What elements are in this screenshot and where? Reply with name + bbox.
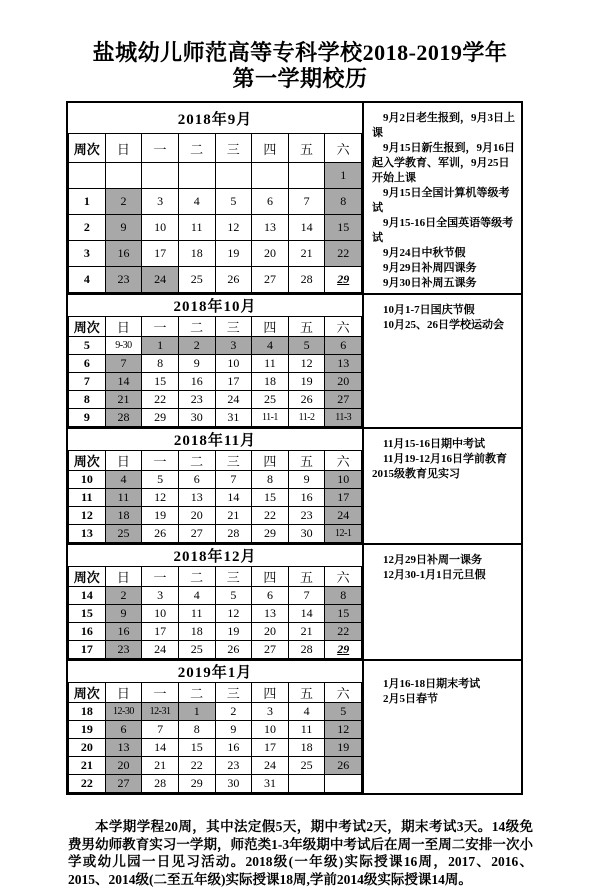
month-notes <box>362 661 521 793</box>
day-cell: 25 <box>105 525 142 543</box>
day-cell: 22 <box>325 623 362 641</box>
weeknum-header: 周次 <box>69 683 106 703</box>
weekday-header: 三 <box>215 317 252 337</box>
day-cell: 12-30 <box>105 703 142 721</box>
week-number-cell: 4 <box>69 267 106 293</box>
day-cell: 7 <box>288 189 325 215</box>
day-cell: 21 <box>288 241 325 267</box>
day-cell: 23 <box>178 391 215 409</box>
day-cell: 29 <box>178 775 215 793</box>
day-cell: 21 <box>215 507 252 525</box>
day-cell: 24 <box>142 641 179 659</box>
weekday-header: 日 <box>105 451 142 471</box>
day-cell: 25 <box>178 267 215 293</box>
page-title-line2: 第一学期校历 <box>232 66 368 91</box>
weeknum-header: 周次 <box>69 134 106 163</box>
weekday-header: 日 <box>105 683 142 703</box>
day-cell: 18 <box>178 241 215 267</box>
weekday-header: 一 <box>142 683 179 703</box>
weekday-header: 一 <box>142 134 179 163</box>
day-cell: 22 <box>325 241 362 267</box>
day-cell: 13 <box>325 355 362 373</box>
day-cell: 9 <box>178 355 215 373</box>
note-line: 9月30日补周五课务 <box>383 277 477 289</box>
day-cell: 20 <box>178 507 215 525</box>
day-cell: 11-3 <box>325 409 362 427</box>
day-cell: 24 <box>325 507 362 525</box>
day-cell: 8 <box>325 587 362 605</box>
note-line: 12月30-1月1日元旦假 <box>383 569 486 581</box>
day-cell: 12 <box>142 489 179 507</box>
week-number-cell: 18 <box>69 703 106 721</box>
month-title: 2018年10月 <box>69 295 362 317</box>
day-cell: 24 <box>142 267 179 293</box>
day-cell: 28 <box>215 525 252 543</box>
weekday-header: 五 <box>288 451 325 471</box>
page-title-line1: 盐城幼儿师范高等专科学校2018-2019学年 <box>92 40 508 65</box>
weekday-header: 五 <box>288 317 325 337</box>
day-cell: 17 <box>142 623 179 641</box>
day-cell: 7 <box>288 587 325 605</box>
day-cell: 7 <box>105 355 142 373</box>
day-cell: 6 <box>252 587 289 605</box>
day-cell: 4 <box>178 587 215 605</box>
day-cell: 17 <box>325 489 362 507</box>
day-cell: 3 <box>142 587 179 605</box>
day-cell: 6 <box>252 189 289 215</box>
weekday-header: 四 <box>252 317 289 337</box>
day-cell: 22 <box>178 757 215 775</box>
day-cell: 6 <box>178 471 215 489</box>
weekday-header: 日 <box>105 567 142 587</box>
day-cell: 26 <box>325 757 362 775</box>
note-line: 9月24日中秋节假 <box>383 247 466 259</box>
day-cell: 23 <box>105 641 142 659</box>
day-cell: 5 <box>142 471 179 489</box>
day-cell: 12 <box>325 721 362 739</box>
week-number-cell: 8 <box>69 391 106 409</box>
day-cell: 26 <box>288 391 325 409</box>
month-title: 2018年11月 <box>69 429 362 451</box>
note-line: 9月15日全国计算机等级考试 <box>372 187 510 214</box>
month-section-4 <box>68 545 521 661</box>
day-cell <box>215 163 252 189</box>
month-title: 2019年1月 <box>69 661 362 683</box>
day-cell: 7 <box>142 721 179 739</box>
day-cell: 4 <box>105 471 142 489</box>
weeknum-header: 周次 <box>69 451 106 471</box>
day-cell: 23 <box>105 267 142 293</box>
weekday-header: 三 <box>215 134 252 163</box>
page-title <box>30 40 570 92</box>
day-cell: 26 <box>215 267 252 293</box>
day-cell: 9 <box>105 605 142 623</box>
day-cell: 19 <box>142 507 179 525</box>
day-cell: 27 <box>325 391 362 409</box>
month-title: 2018年9月 <box>69 103 362 134</box>
note-line: 9月29日补周四课务 <box>383 262 477 274</box>
day-cell: 11 <box>252 355 289 373</box>
day-cell: 31 <box>252 775 289 793</box>
week-number-cell: 13 <box>69 525 106 543</box>
day-cell: 4 <box>252 337 289 355</box>
calendar-table <box>66 101 523 795</box>
day-cell: 18 <box>105 507 142 525</box>
week-number-cell: 20 <box>69 739 106 757</box>
day-cell: 26 <box>215 641 252 659</box>
day-cell: 14 <box>288 215 325 241</box>
month-grid <box>68 295 362 427</box>
week-number-cell: 14 <box>69 587 106 605</box>
weekday-header: 五 <box>288 567 325 587</box>
week-number-cell <box>69 163 106 189</box>
month-grid <box>68 545 362 659</box>
day-cell: 1 <box>178 703 215 721</box>
day-cell: 11-2 <box>288 409 325 427</box>
day-cell: 27 <box>252 641 289 659</box>
weekday-header: 四 <box>252 567 289 587</box>
weekday-header: 六 <box>325 683 362 703</box>
day-cell: 14 <box>288 605 325 623</box>
note-line: 12月29日补周一课务 <box>383 554 482 566</box>
day-cell: 15 <box>252 489 289 507</box>
day-cell <box>288 163 325 189</box>
weekday-header: 一 <box>142 451 179 471</box>
day-cell: 20 <box>105 757 142 775</box>
month-grid <box>68 661 362 793</box>
note-line: 1月16-18日期末考试 <box>383 678 481 690</box>
weekday-header: 二 <box>178 567 215 587</box>
day-cell: 27 <box>178 525 215 543</box>
day-cell: 16 <box>105 241 142 267</box>
day-cell: 17 <box>252 739 289 757</box>
day-cell: 5 <box>325 703 362 721</box>
note-line: 11月19-12月16日学前教育2015级教育见实习 <box>372 453 508 480</box>
week-number-cell: 1 <box>69 189 106 215</box>
day-cell: 21 <box>142 757 179 775</box>
day-cell <box>288 775 325 793</box>
month-grid <box>68 429 362 543</box>
weekday-header: 二 <box>178 134 215 163</box>
day-cell: 16 <box>215 739 252 757</box>
day-cell: 28 <box>105 409 142 427</box>
day-cell: 8 <box>252 471 289 489</box>
weekday-header: 一 <box>142 567 179 587</box>
day-cell: 25 <box>252 391 289 409</box>
month-notes <box>362 429 521 543</box>
week-number-cell: 5 <box>69 337 106 355</box>
day-cell: 2 <box>178 337 215 355</box>
day-cell: 5 <box>288 337 325 355</box>
day-cell: 6 <box>325 337 362 355</box>
note-line: 10月25、26日学校运动会 <box>383 319 504 331</box>
weekday-header: 五 <box>288 134 325 163</box>
day-cell: 20 <box>325 373 362 391</box>
day-cell: 13 <box>178 489 215 507</box>
day-cell: 3 <box>252 703 289 721</box>
day-cell: 11 <box>105 489 142 507</box>
month-title: 2018年12月 <box>69 545 362 567</box>
day-cell: 21 <box>288 623 325 641</box>
day-cell: 1 <box>142 337 179 355</box>
weekday-header: 二 <box>178 317 215 337</box>
note-line: 2月5日春节 <box>383 693 438 705</box>
day-cell: 13 <box>252 605 289 623</box>
day-cell: 18 <box>252 373 289 391</box>
weekday-header: 二 <box>178 451 215 471</box>
day-cell: 14 <box>215 489 252 507</box>
day-cell: 18 <box>288 739 325 757</box>
weekday-header: 六 <box>325 451 362 471</box>
day-cell <box>325 775 362 793</box>
month-section-2 <box>68 295 521 429</box>
day-cell: 19 <box>288 373 325 391</box>
footer-paragraph: 本学期学程20周，其中法定假5天，期中考试2天，期末考试3天。14级免费男幼师教育实习一学期，师范类1-3年级期中考试后在周一至周二安排一次小学或幼儿园一日见习活动。2018级(一年级)实际授课16周，2017、2016、2015、2014级(二至五年级)实际授课18周,学前2014级实际授课14周。 <box>68 819 533 887</box>
day-cell: 18 <box>178 623 215 641</box>
day-cell: 8 <box>142 355 179 373</box>
day-cell: 22 <box>252 507 289 525</box>
day-cell: 13 <box>252 215 289 241</box>
note-line: 9月15-16日全国英语等级考试 <box>372 217 514 244</box>
weekday-header: 日 <box>105 317 142 337</box>
day-cell: 30 <box>215 775 252 793</box>
day-cell: 19 <box>325 739 362 757</box>
week-number-cell: 2 <box>69 215 106 241</box>
day-cell: 15 <box>325 605 362 623</box>
day-cell: 25 <box>288 757 325 775</box>
day-cell: 9 <box>288 471 325 489</box>
week-number-cell: 22 <box>69 775 106 793</box>
day-cell: 5 <box>215 587 252 605</box>
week-number-cell: 9 <box>69 409 106 427</box>
day-cell: 24 <box>252 757 289 775</box>
weekday-header: 三 <box>215 451 252 471</box>
day-cell <box>105 163 142 189</box>
day-cell: 4 <box>288 703 325 721</box>
weekday-header: 日 <box>105 134 142 163</box>
day-cell: 9 <box>215 721 252 739</box>
day-cell: 6 <box>105 721 142 739</box>
week-number-cell: 6 <box>69 355 106 373</box>
day-cell: 17 <box>215 373 252 391</box>
day-cell: 31 <box>215 409 252 427</box>
week-number-cell: 19 <box>69 721 106 739</box>
note-line: 9月2日老生报到，9月3日上课 <box>372 112 515 139</box>
day-cell: 10 <box>252 721 289 739</box>
day-cell: 11-1 <box>252 409 289 427</box>
month-section-5 <box>68 661 521 793</box>
day-cell: 3 <box>215 337 252 355</box>
note-line: 9月15日新生报到，9月16日起入学教育、军训，9月25日开始上课 <box>372 142 515 184</box>
weeknum-header: 周次 <box>69 567 106 587</box>
day-cell: 28 <box>288 267 325 293</box>
day-cell: 11 <box>178 215 215 241</box>
day-cell: 16 <box>105 623 142 641</box>
weekday-header: 三 <box>215 567 252 587</box>
day-cell: 2 <box>105 189 142 215</box>
day-cell: 15 <box>142 373 179 391</box>
weekday-header: 五 <box>288 683 325 703</box>
day-cell: 20 <box>252 241 289 267</box>
day-cell: 9 <box>105 215 142 241</box>
weekday-header: 三 <box>215 683 252 703</box>
month-notes <box>362 545 521 659</box>
month-section-1 <box>68 103 521 295</box>
day-cell: 30 <box>178 409 215 427</box>
day-cell: 4 <box>178 189 215 215</box>
day-cell: 12 <box>288 355 325 373</box>
day-cell: 12-1 <box>325 525 362 543</box>
day-cell: 11 <box>178 605 215 623</box>
day-cell: 7 <box>215 471 252 489</box>
day-cell: 3 <box>142 189 179 215</box>
day-cell: 8 <box>325 189 362 215</box>
weekday-header: 二 <box>178 683 215 703</box>
day-cell: 2 <box>215 703 252 721</box>
note-line: 11月15-16日期中考试 <box>383 438 486 450</box>
day-cell: 19 <box>215 241 252 267</box>
weekday-header: 四 <box>252 683 289 703</box>
weekday-header: 四 <box>252 451 289 471</box>
day-cell: 9-30 <box>105 337 142 355</box>
day-cell: 8 <box>178 721 215 739</box>
day-cell: 10 <box>142 215 179 241</box>
day-cell: 13 <box>105 739 142 757</box>
week-number-cell: 16 <box>69 623 106 641</box>
week-number-cell: 15 <box>69 605 106 623</box>
week-number-cell: 12 <box>69 507 106 525</box>
month-notes <box>362 295 521 427</box>
day-cell: 16 <box>288 489 325 507</box>
day-cell: 10 <box>325 471 362 489</box>
day-cell <box>142 163 179 189</box>
week-number-cell: 10 <box>69 471 106 489</box>
day-cell: 2 <box>105 587 142 605</box>
day-cell: 5 <box>215 189 252 215</box>
weekday-header: 六 <box>325 317 362 337</box>
weeknum-header: 周次 <box>69 317 106 337</box>
month-section-3 <box>68 429 521 545</box>
weekday-header: 一 <box>142 317 179 337</box>
day-cell: 20 <box>252 623 289 641</box>
day-cell: 12 <box>215 605 252 623</box>
day-cell: 28 <box>142 775 179 793</box>
week-number-cell: 21 <box>69 757 106 775</box>
week-number-cell: 17 <box>69 641 106 659</box>
day-cell: 30 <box>288 525 325 543</box>
day-cell: 25 <box>178 641 215 659</box>
day-cell: 14 <box>105 373 142 391</box>
month-notes <box>362 103 521 293</box>
school-calendar-document <box>0 40 600 887</box>
day-cell: 15 <box>178 739 215 757</box>
day-cell: 21 <box>105 391 142 409</box>
day-cell: 12 <box>215 215 252 241</box>
day-cell: 16 <box>178 373 215 391</box>
day-cell: 29 <box>252 525 289 543</box>
day-cell: 1 <box>325 163 362 189</box>
day-cell <box>178 163 215 189</box>
day-cell: 29 <box>325 641 362 659</box>
weekday-header: 六 <box>325 134 362 163</box>
day-cell: 14 <box>142 739 179 757</box>
day-cell: 19 <box>215 623 252 641</box>
day-cell: 27 <box>252 267 289 293</box>
day-cell: 27 <box>105 775 142 793</box>
day-cell: 12-31 <box>142 703 179 721</box>
day-cell: 28 <box>288 641 325 659</box>
day-cell: 10 <box>142 605 179 623</box>
day-cell <box>252 163 289 189</box>
weekday-header: 六 <box>325 567 362 587</box>
day-cell: 15 <box>325 215 362 241</box>
day-cell: 26 <box>142 525 179 543</box>
day-cell: 22 <box>142 391 179 409</box>
day-cell: 29 <box>142 409 179 427</box>
week-number-cell: 11 <box>69 489 106 507</box>
day-cell: 17 <box>142 241 179 267</box>
weekday-header: 四 <box>252 134 289 163</box>
day-cell: 29 <box>325 267 362 293</box>
day-cell: 11 <box>288 721 325 739</box>
day-cell: 10 <box>215 355 252 373</box>
note-line: 10月1-7日国庆节假 <box>383 304 475 316</box>
day-cell: 23 <box>215 757 252 775</box>
month-grid <box>68 103 362 293</box>
day-cell: 23 <box>288 507 325 525</box>
week-number-cell: 3 <box>69 241 106 267</box>
week-number-cell: 7 <box>69 373 106 391</box>
day-cell: 24 <box>215 391 252 409</box>
